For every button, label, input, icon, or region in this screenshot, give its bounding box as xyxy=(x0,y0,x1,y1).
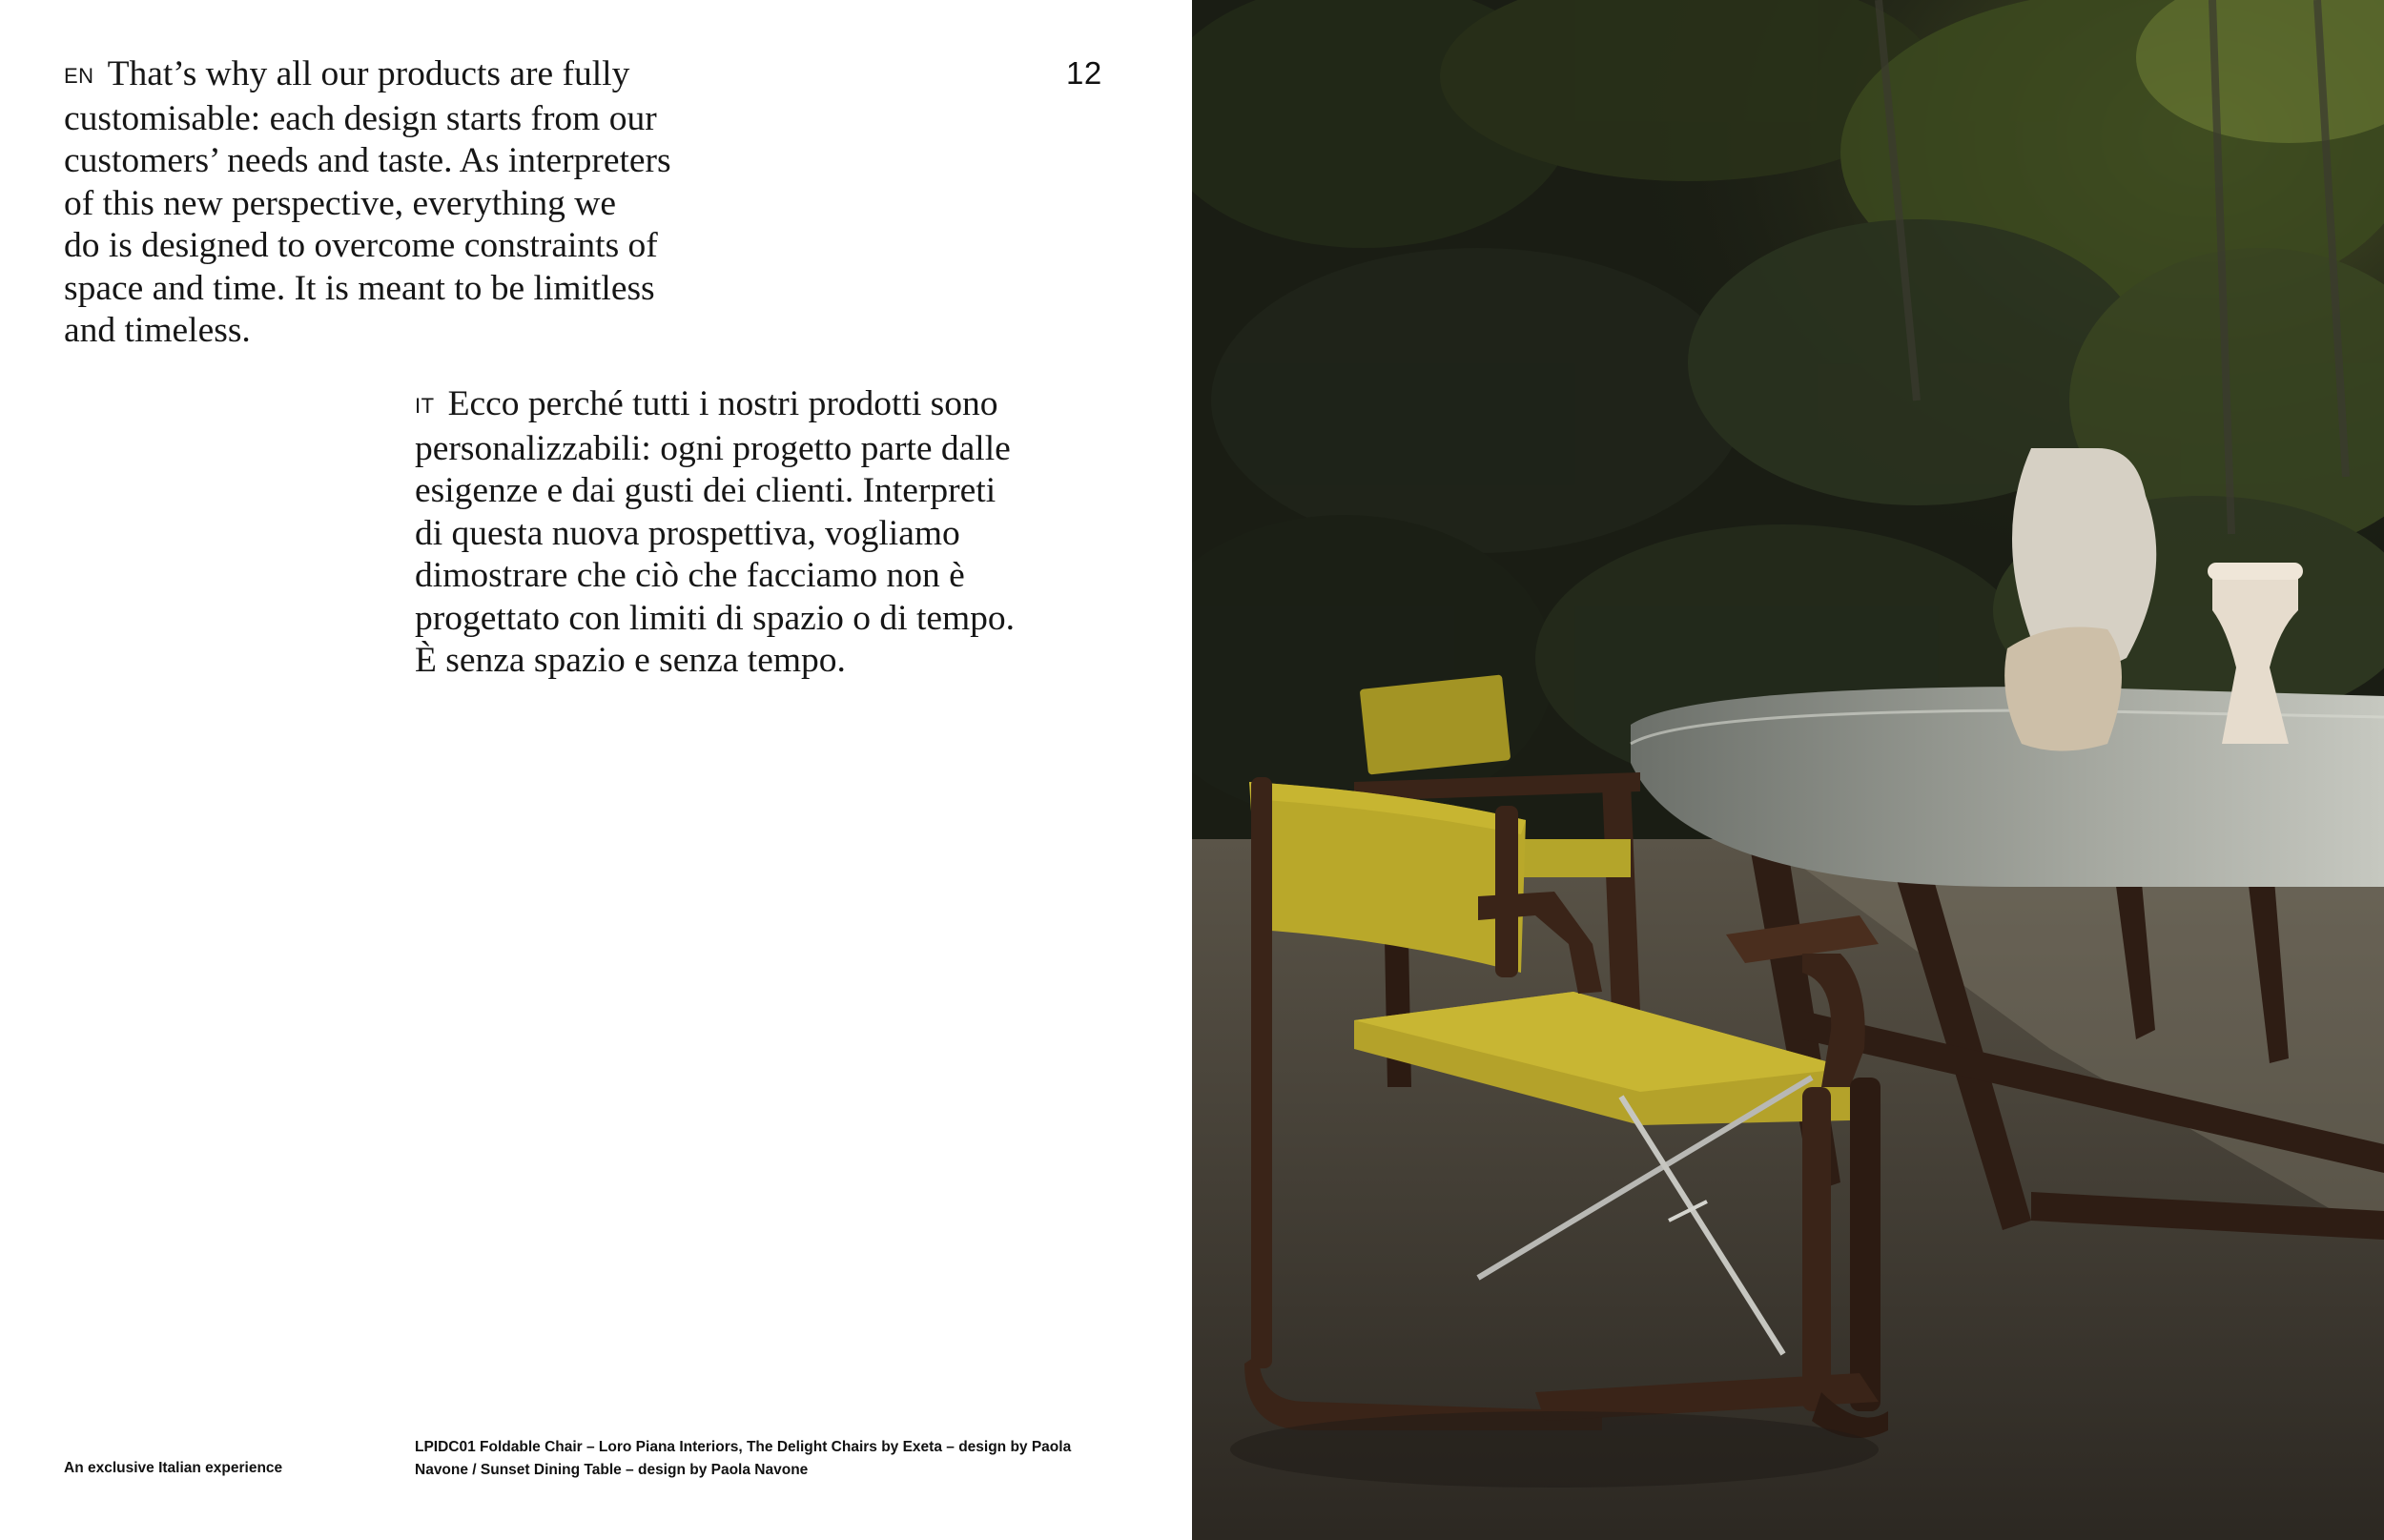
outdoor-dining-scene xyxy=(1192,0,2384,1540)
english-paragraph xyxy=(64,53,731,353)
language-tag-en: EN xyxy=(64,64,94,88)
language-tag-it: IT xyxy=(415,394,435,418)
footer-tagline: An exclusive Italian experience xyxy=(64,1460,283,1476)
page-number: 12 xyxy=(1066,55,1102,91)
italian-paragraph xyxy=(415,383,1082,683)
english-body-text: That’s why all our products are fully customisable: each design starts from our customers’ needs and taste. As interpreters of this new perspective, everything we do is designed to overcome constraints of space and time. It is meant to be limitless and timeless. xyxy=(64,54,671,350)
photo-caption: LPIDC01 Foldable Chair – Loro Piana Interiors, The Delight Chairs by Exeta – design by Paola Navone / Sunset Dining Table – design by Paola Navone xyxy=(415,1439,1072,1478)
product-photo xyxy=(1192,0,2384,1540)
italian-body-text: Ecco perché tutti i nostri prodotti sono personalizzabili: ogni progetto parte dalle esigenze e dai gusti dei clienti. Interpreti di questa nuova prospettiva, vogliamo dimostrare che ciò che facciamo non è progettato con limiti di spazio o di tempo. È senza spazio e senza tempo. xyxy=(415,384,1016,680)
